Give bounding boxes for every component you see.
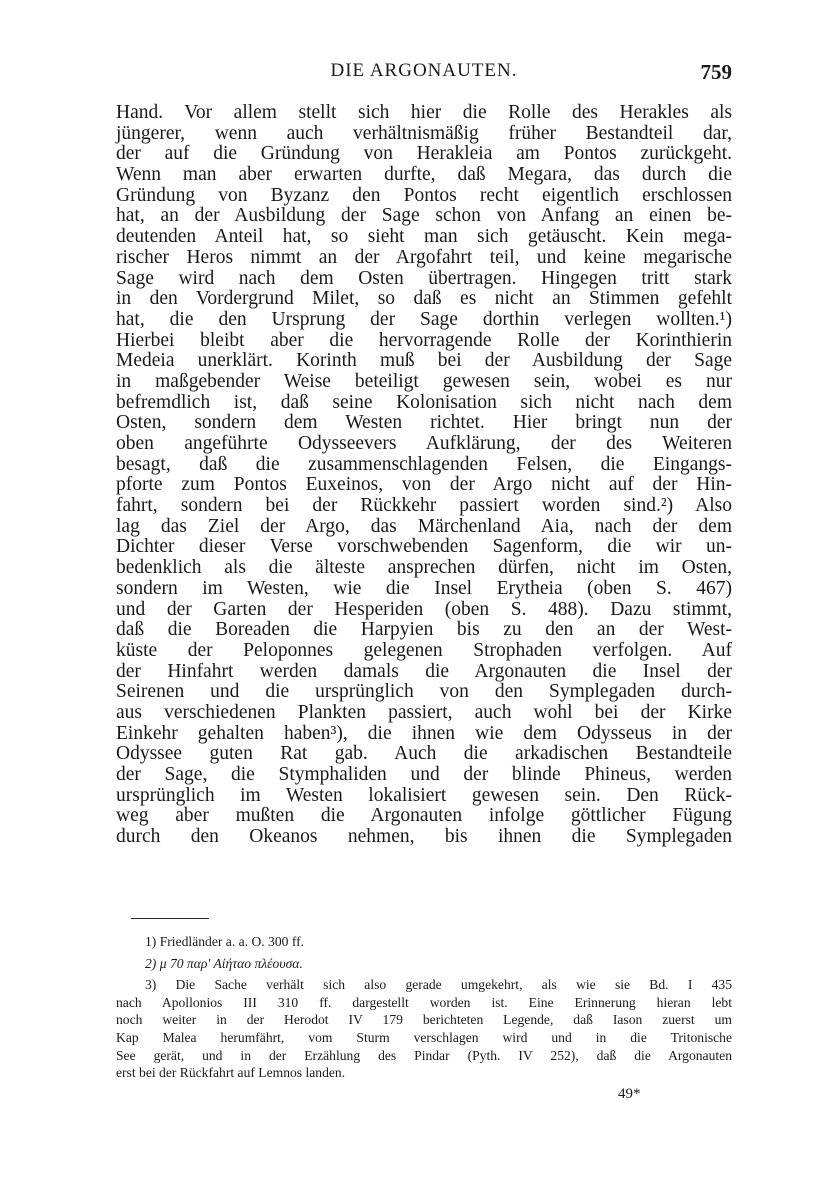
body-line: hat, die den Ursprung der Sage dorthin verlegen wollten.¹) [116, 308, 732, 330]
body-line: pforte zum Pontos Euxeinos, von der Argo nicht auf der Hin- [116, 474, 732, 496]
body-line: lag das Ziel der Argo, das Märchenland Aia, nach der dem [116, 515, 732, 537]
body-line: in maßgebender Weise beteiligt gewesen sein, wobei es nur [116, 370, 732, 392]
body-line: Hierbei bleibt aber die hervorragende Rolle der Korinthierin [116, 329, 732, 351]
body-line: der Hinfahrt werden damals die Argonauten die Insel der [116, 660, 732, 682]
running-title: DIE ARGONAUTEN. [330, 60, 518, 81]
footnote-line: 1) Friedländer a. a. O. 300 ff. [145, 934, 305, 949]
body-line: küste der Peloponnes gelegenen Strophaden verfolgen. Auf [116, 639, 732, 661]
page-header [116, 60, 732, 90]
body-line: der Sage, die Stymphaliden und der blinde Phineus, werden [116, 764, 732, 785]
footnote-2 [116, 955, 732, 973]
body-line: der auf die Gründung von Herakleia am Pontos zurückgeht. [116, 143, 732, 165]
body-line: Medeia unerklärt. Korinth muß bei der Ausbildung der Sage [116, 350, 732, 372]
body-line: befremdlich ist, daß seine Kolonisation sich nicht nach dem [116, 391, 732, 413]
footnote-line: erst bei der Rückfahrt auf Lemnos landen. [116, 1065, 346, 1081]
body-line: Seirenen und die ursprünglich von den Symplegaden durch- [116, 681, 732, 703]
body-line: Sage wird nach dem Osten übertragen. Hingegen tritt stark [116, 267, 732, 289]
footnote-line: 3) Die Sache verhält sich also gerade umgekehrt, als wie sie Bd. I 435 [145, 977, 732, 993]
footnote-line: nach Apollonios III 310 ff. dargestellt worden ist. Eine Erinnerung hieran lebt [116, 994, 732, 1010]
body-line: durch den Okeanos nehmen, bis ihnen die Symplegaden [116, 826, 732, 848]
footnotes [116, 933, 732, 1082]
body-line: hat, an der Ausbildung der Sage schon von Anfang an einen be- [116, 205, 732, 227]
body-line: aus verschiedenen Plankten passiert, auch wohl bei der Kirke [116, 701, 732, 723]
body-line: Osten, sondern dem Westen richtet. Hier bringt nun der [116, 412, 732, 434]
body-line: Dichter dieser Verse vorschwebenden Sagenform, die wir un- [116, 536, 732, 558]
body-line: daß die Boreaden die Harpyien bis zu den an der West- [116, 619, 732, 641]
body-line: Hand. Vor allem stellt sich hier die Rolle des Herakles als [116, 102, 732, 123]
body-line: bedenklich als die älteste ansprechen dürfen, nicht im Osten, [116, 557, 732, 579]
footnote-divider [131, 918, 209, 919]
body-line: besagt, daß die zusammenschlagenden Felsen, die Eingangs- [116, 453, 732, 475]
body-line: ursprünglich im Westen lokalisiert gewesen sein. Den Rück- [116, 784, 732, 806]
footnote-line: Kap Malea herumfährt, vom Sturm verschlagen wird und in die Tritonische [116, 1029, 732, 1045]
footnote-3 [116, 976, 732, 1082]
body-line: Wenn man aber erwarten durfte, daß Megara, das durch die [116, 164, 732, 186]
body-line: deutenden Anteil hat, so sieht man sich getäuscht. Kein mega- [116, 226, 732, 248]
footnote-line: 2) μ 70 παρ' Αἰήταο πλέουσα. [145, 955, 303, 971]
body-line: in den Vordergrund Milet, so daß es nicht an Stimmen gefehlt [116, 288, 732, 310]
body-line: jüngerer, wenn auch verhältnismäßig früher Bestandteil dar, [116, 122, 732, 144]
footnote-line: See gerät, und in der Erzählung des Pindar (Pyth. IV 252), daß die Argonauten [116, 1047, 732, 1063]
body-line: Einkehr gehalten haben³), die ihnen wie dem Odysseus in der [116, 722, 732, 744]
body-line: Odyssee guten Rat gab. Auch die arkadischen Bestandteile [116, 743, 732, 765]
body-line: weg aber mußten die Argonauten infolge göttlicher Fügung [116, 805, 732, 827]
printer-signature: 49* [618, 1086, 641, 1102]
body-line: sondern im Westen, wie die Insel Erytheia (oben S. 467) [116, 577, 732, 599]
page-number: 759 [700, 60, 732, 84]
body-line: rischer Heros nimmt an der Argofahrt teil, und keine megarische [116, 246, 732, 268]
footnote-line: noch weiter in der Herodot IV 179 berichteten Legende, daß Iason zuerst um [116, 1012, 732, 1028]
body-text [116, 103, 732, 848]
body-line: oben angeführte Odysseevers Aufklärung, der des Weiteren [116, 433, 732, 454]
body-line: Gründung von Byzanz den Pontos recht eigentlich erschlossen [116, 184, 732, 206]
footnote-1 [116, 933, 732, 951]
body-line: und der Garten der Hesperiden (oben S. 488). Dazu stimmt, [116, 598, 732, 620]
body-line: fahrt, sondern bei der Rückkehr passiert worden sind.²) Also [116, 495, 732, 517]
